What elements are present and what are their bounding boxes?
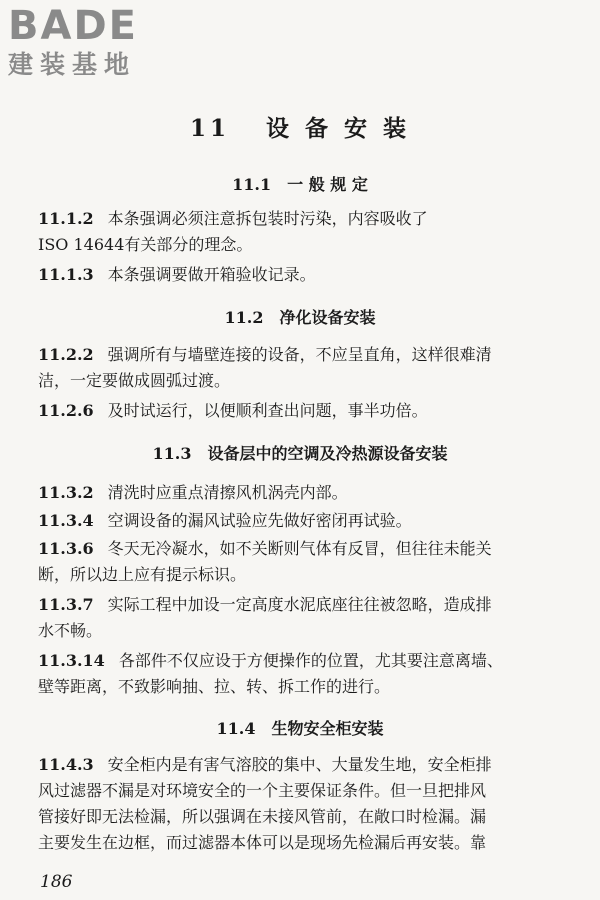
chapter-title: 设 备 安 装 — [266, 115, 411, 142]
paragraph-line: 水不畅。 — [38, 621, 103, 640]
logo-subtitle: 建装基地 — [8, 50, 137, 79]
paragraph-line: 风过滤器不漏是对环境安全的一个主要保证条件。但一旦把排风 — [38, 781, 487, 800]
paragraph-text: 及时试运行，以便顺利查出问题，事半功倍。 — [107, 401, 428, 420]
paragraph-number: 11.2.6 — [38, 401, 94, 420]
paragraph-line: 壁等距离，不致影响抽、拉、转、拆工作的进行。 — [38, 677, 391, 696]
paragraph-11-1-2 — [38, 206, 572, 258]
paragraph-line — [38, 508, 572, 534]
section-title: 净化设备安装 — [279, 308, 376, 327]
page-number: 186 — [40, 872, 73, 892]
paragraph-line — [38, 398, 572, 424]
paragraph-line: 洁，一定要做成圆弧过渡。 — [38, 371, 231, 390]
paragraph-number: 11.1.2 — [38, 209, 94, 228]
paragraph-11-3-6 — [38, 536, 572, 588]
paragraph-line — [38, 342, 572, 368]
paragraph-11-3-2 — [38, 480, 572, 506]
paragraph-line: 断，所以边上应有提示标识。 — [38, 565, 247, 584]
paragraph-line — [38, 262, 572, 288]
paragraph-number: 11.1.3 — [38, 265, 94, 284]
paragraph-11-2-6 — [38, 398, 572, 424]
paragraph-line — [38, 536, 572, 562]
paragraph-line — [38, 648, 572, 674]
paragraph-text: 实际工程中加设一定高度水泥底座往往被忽略，造成排 — [107, 595, 492, 614]
paragraph-line — [38, 752, 572, 778]
logo-wordmark: BADE — [8, 3, 138, 49]
paragraph-11-3-14 — [38, 648, 572, 700]
paragraph-line: 管接好即无法检漏，所以强调在未接风管前，在敞口时检漏。漏 — [38, 807, 487, 826]
section-number: 11.3 — [152, 444, 192, 463]
section-heading-11-3 — [0, 441, 600, 464]
section-title: 生物安全柜安装 — [271, 719, 384, 738]
paragraph-line — [38, 480, 572, 506]
section-heading-11-2 — [0, 305, 600, 328]
paragraph-line — [38, 592, 572, 618]
paragraph-text: 空调设备的漏风试验应先做好密闭再试验。 — [107, 511, 412, 530]
section-number: 11.2 — [224, 308, 264, 327]
logo — [8, 3, 138, 80]
section-heading-11-1 — [0, 172, 600, 195]
paragraph-number: 11.3.2 — [38, 483, 94, 502]
paragraph-text: 强调所有与墙壁连接的设备，不应呈直角，这样很难清 — [107, 345, 492, 364]
section-number: 11.4 — [216, 719, 256, 738]
paragraph-number: 11.3.7 — [38, 595, 94, 614]
section-title: 设备层中的空调及冷热源设备安装 — [207, 444, 448, 463]
chapter-heading — [0, 110, 600, 143]
paragraph-11-1-3 — [38, 262, 572, 288]
paragraph-text: 本条强调要做开箱验收记录。 — [107, 265, 316, 284]
section-heading-11-4 — [0, 716, 600, 739]
paragraph-text: 本条强调必须注意拆包装时污染，内容吸收了 — [107, 209, 428, 228]
paragraph-line — [38, 206, 572, 232]
paragraph-number: 11.4.3 — [38, 755, 94, 774]
paragraph-number: 11.3.14 — [38, 651, 105, 670]
paragraph-line: 主要发生在边框，而过滤器本体可以是现场先检漏后再安装。靠 — [38, 833, 487, 852]
paragraph-text: 冬天无冷凝水，如不关断则气体有反冒，但往往未能关 — [107, 539, 492, 558]
paragraph-line: ISO 14644有关部分的理念。 — [38, 235, 253, 254]
paragraph-11-3-4 — [38, 508, 572, 534]
paragraph-text: 安全柜内是有害气溶胶的集中、大量发生地，安全柜排 — [107, 755, 492, 774]
chapter-number: 11 — [189, 115, 230, 142]
section-title: 一 般 规 定 — [287, 175, 368, 194]
paragraph-text: 各部件不仅应设于方便操作的位置，尤其要注意离墙、 — [118, 651, 503, 670]
paragraph-11-4-3 — [38, 752, 572, 856]
paragraph-11-3-7 — [38, 592, 572, 644]
paragraph-number: 11.3.4 — [38, 511, 94, 530]
paragraph-number: 11.2.2 — [38, 345, 94, 364]
paragraph-11-2-2 — [38, 342, 572, 394]
paragraph-number: 11.3.6 — [38, 539, 94, 558]
section-number: 11.1 — [232, 175, 272, 194]
paragraph-text: 清洗时应重点清擦风机涡壳内部。 — [107, 483, 348, 502]
